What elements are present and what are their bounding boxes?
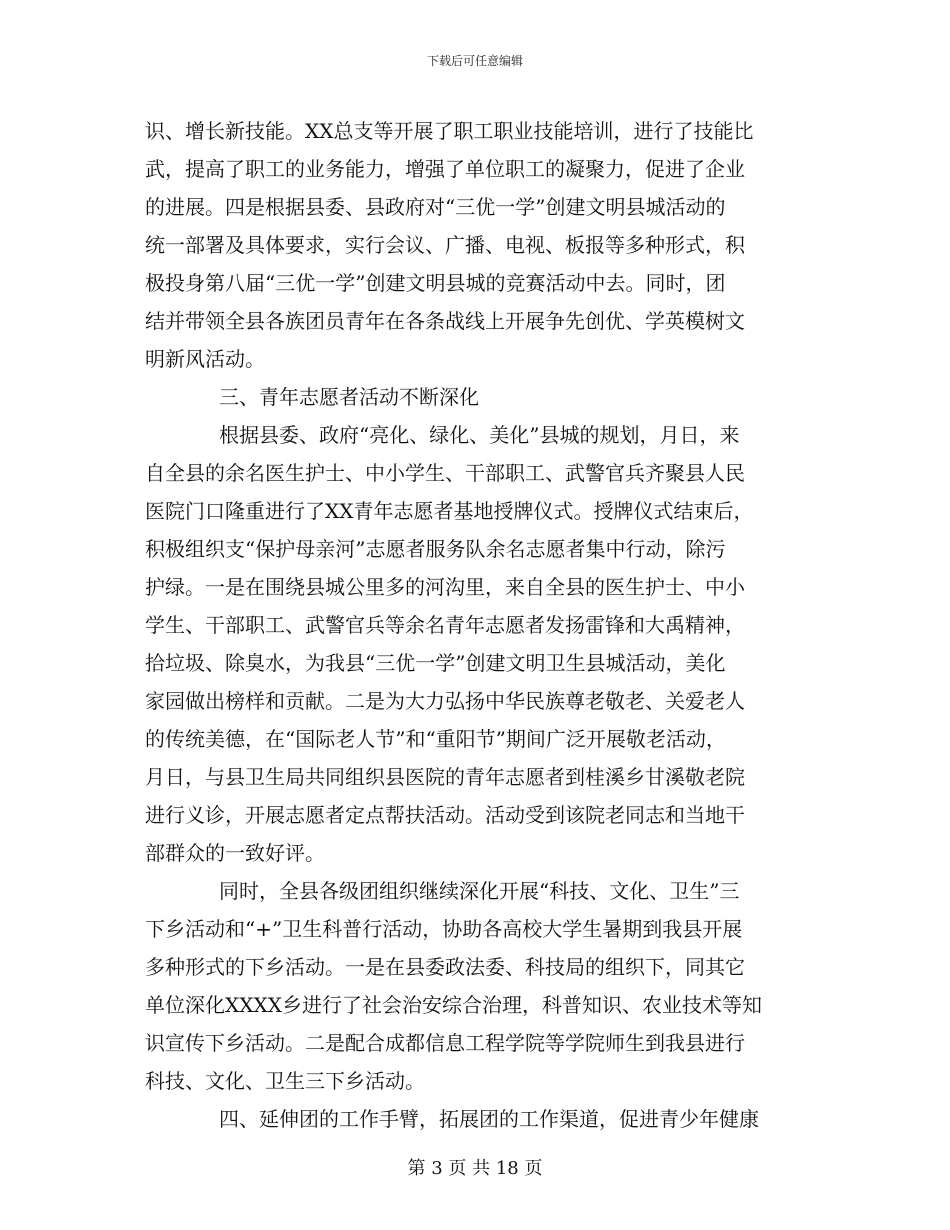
body-line: 武，提高了职工的业务能力，增强了单位职工的凝聚力，促进了企业 (145, 157, 745, 181)
body-line: 进行义诊，开展志愿者定点帮扶活动。活动受到该院老同志和当地干 (145, 803, 745, 827)
body-line: 拾垃圾、除臭水，为我县“三优一学”创建文明卫生县城活动，美化 (145, 651, 726, 675)
body-line: 明新风活动。 (145, 347, 265, 371)
section-heading: 三、青年志愿者活动不断深化 (219, 385, 479, 409)
body-line: 极投身第八届“三优一学”创建文明县城的竞赛活动中去。同时，团 (145, 271, 726, 295)
body-line: 单位深化XXXX乡进行了社会治安综合治理，科普知识、农业技术等知 (145, 993, 762, 1017)
body-line: 的进展。四是根据县委、县政府对“三优一学”创建文明县城活动的 (145, 195, 726, 219)
section-heading: 四、延伸团的工作手臂，拓展团的工作渠道，促进青少年健康 (219, 1107, 759, 1131)
body-line: 同时，全县各级团组织继续深化开展“科技、文化、卫生”三 (219, 879, 740, 903)
page-header: 下载后可任意编辑 (426, 54, 523, 68)
page-number: 第 3 页 共 18 页 (407, 1158, 543, 1179)
body-line: 结并带领全县各族团员青年在各条战线上开展争先创优、学英模树文 (145, 309, 745, 333)
body-line: 识宣传下乡活动。二是配合成都信息工程学院等学院师生到我县进行 (145, 1031, 745, 1055)
body-line: 根据县委、政府“亮化、绿化、美化”县城的规划，月日，来 (219, 423, 740, 447)
body-line: 部群众的一致好评。 (145, 841, 325, 865)
body-line: 积极组织支“保护母亲河”志愿者服务队余名志愿者集中行动，除污 (145, 537, 726, 561)
body-line: 学生、干部职工、武警官兵等余名青年志愿者发扬雷锋和大禹精神， (145, 613, 745, 637)
body-line: 医院门口隆重进行了XX青年志愿者基地授牌仪式。授牌仪式结束后， (145, 499, 754, 523)
body-line: 识、增长新技能。XX总支等开展了职工职业技能培训，进行了技能比 (145, 119, 754, 143)
body-line: 下乡活动和“+”卫生科普行活动，协助各高校大学生暑期到我县开展 (145, 917, 743, 941)
body-line: 自全县的余名医生护士、中小学生、干部职工、武警官兵齐聚县人民 (145, 461, 745, 485)
body-line: 家园做出榜样和贡献。二是为大力弘扬中华民族尊老敬老、关爱老人 (145, 689, 745, 713)
body-line: 的传统美德，在“国际老人节”和“重阳节”期间广泛开展敬老活动， (145, 727, 726, 751)
body-line: 护绿。一是在围绕县城公里多的河沟里，来自全县的医生护士、中小 (145, 575, 745, 599)
body-line: 统一部署及具体要求，实行会议、广播、电视、板报等多种形式，积 (145, 233, 745, 257)
body-line: 多种形式的下乡活动。一是在县委政法委、科技局的组织下，同其它 (145, 955, 745, 979)
body-line: 月日，与县卫生局共同组织县医院的青年志愿者到桂溪乡甘溪敬老院 (145, 765, 745, 789)
body-line: 科技、文化、卫生三下乡活动。 (145, 1069, 425, 1093)
